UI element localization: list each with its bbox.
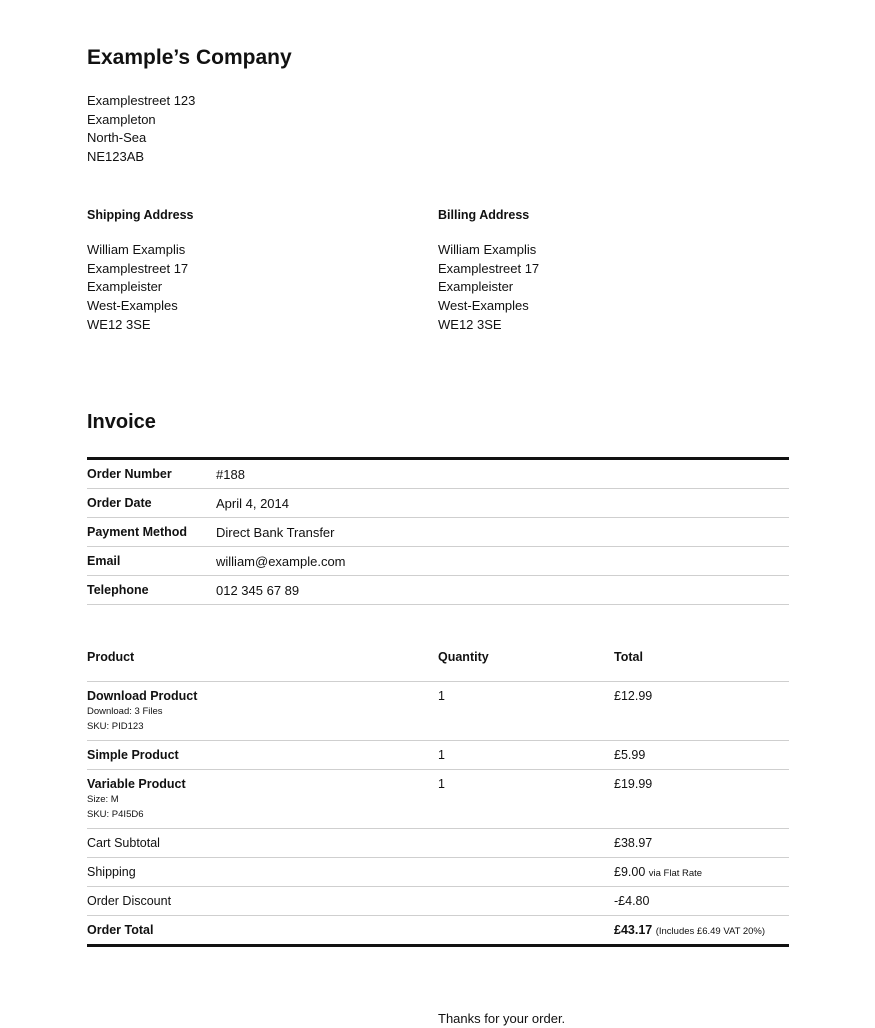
shipping-method-note: via Flat Rate — [648, 868, 703, 879]
billing-address-line: Exampleister — [438, 279, 514, 295]
table-row — [87, 741, 789, 770]
order-discount-row — [87, 887, 789, 916]
order-date-value: April 4, 2014 — [216, 495, 289, 511]
order-items-table — [87, 640, 789, 947]
company-address-line: Examplestreet 123 — [87, 93, 196, 108]
vat-note: (Includes £6.49 VAT 20%) — [655, 926, 766, 937]
telephone-value: 012 345 67 89 — [216, 582, 300, 598]
order-date-row — [87, 489, 789, 518]
shipping-address-line: WE12 3SE — [87, 316, 151, 332]
payment-method-label: Payment Method — [87, 525, 188, 539]
shipping-address-heading: Shipping Address — [87, 208, 194, 222]
order-number-value: #188 — [216, 466, 245, 482]
email-row — [87, 547, 789, 576]
billing-address-line: West-Examples — [438, 298, 529, 314]
order-discount-value: -£4.80 — [614, 894, 650, 908]
product-quantity: 1 — [438, 777, 445, 791]
order-details-table — [87, 457, 789, 605]
order-discount-label: Order Discount — [87, 894, 172, 908]
product-name: Download Product — [87, 689, 198, 703]
order-total-row — [87, 916, 789, 947]
product-total: £5.99 — [614, 748, 646, 762]
billing-address-line: William Examplis — [438, 242, 537, 257]
billing-address — [438, 206, 539, 335]
billing-address-line: Examplestreet 17 — [438, 260, 540, 276]
billing-address-line: WE12 3SE — [438, 316, 502, 332]
product-total: £12.99 — [614, 689, 653, 703]
order-total-label: Order Total — [87, 923, 154, 937]
product-total: £19.99 — [614, 777, 653, 791]
product-column-header: Product — [87, 650, 135, 664]
order-number-label: Order Number — [87, 467, 172, 481]
payment-method-value: Direct Bank Transfer — [216, 524, 335, 540]
product-meta: SKU: PID123 — [87, 721, 144, 732]
product-quantity: 1 — [438, 748, 445, 762]
company-name: Example’s Company — [87, 46, 292, 69]
product-quantity: 1 — [438, 689, 445, 703]
company-address-line: Exampleton — [87, 111, 156, 127]
shipping-address — [87, 206, 194, 335]
product-meta: Download: 3 Files — [87, 706, 163, 717]
shipping-address-line: West-Examples — [87, 298, 178, 314]
shipping-address-line: William Examplis — [87, 242, 186, 257]
order-total-value: £43.17 — [614, 923, 653, 937]
product-meta: SKU: P4I5D6 — [87, 809, 144, 820]
shipping-row — [87, 858, 789, 887]
product-name: Variable Product — [87, 777, 186, 791]
product-name: Simple Product — [87, 748, 179, 762]
company-address — [87, 92, 195, 167]
email-value: william@example.com — [216, 553, 346, 569]
shipping-address-line: Examplestreet 17 — [87, 260, 189, 276]
order-date-label: Order Date — [87, 496, 152, 510]
payment-method-row — [87, 518, 789, 547]
order-number-row — [87, 460, 789, 489]
company-address-line: NE123AB — [87, 149, 145, 165]
shipping-label: Shipping — [87, 865, 136, 879]
telephone-label: Telephone — [87, 583, 149, 597]
total-column-header: Total — [614, 650, 643, 664]
items-table-header — [87, 640, 789, 682]
product-meta: Size: M — [87, 794, 119, 805]
shipping-address-line: Exampleister — [87, 279, 163, 295]
invoice-title: Invoice — [87, 411, 156, 433]
cart-subtotal-label: Cart Subtotal — [87, 836, 160, 850]
email-label: Email — [87, 554, 121, 568]
thank-you-message: Thanks for your order. — [438, 1011, 566, 1026]
shipping-value: £9.00 — [614, 865, 646, 879]
quantity-column-header: Quantity — [438, 650, 489, 664]
table-row — [87, 770, 789, 829]
billing-address-heading: Billing Address — [438, 208, 530, 222]
cart-subtotal-value: £38.97 — [614, 836, 653, 850]
table-row — [87, 682, 789, 741]
telephone-row — [87, 576, 789, 605]
company-address-line: North-Sea — [87, 130, 147, 146]
cart-subtotal-row — [87, 829, 789, 858]
